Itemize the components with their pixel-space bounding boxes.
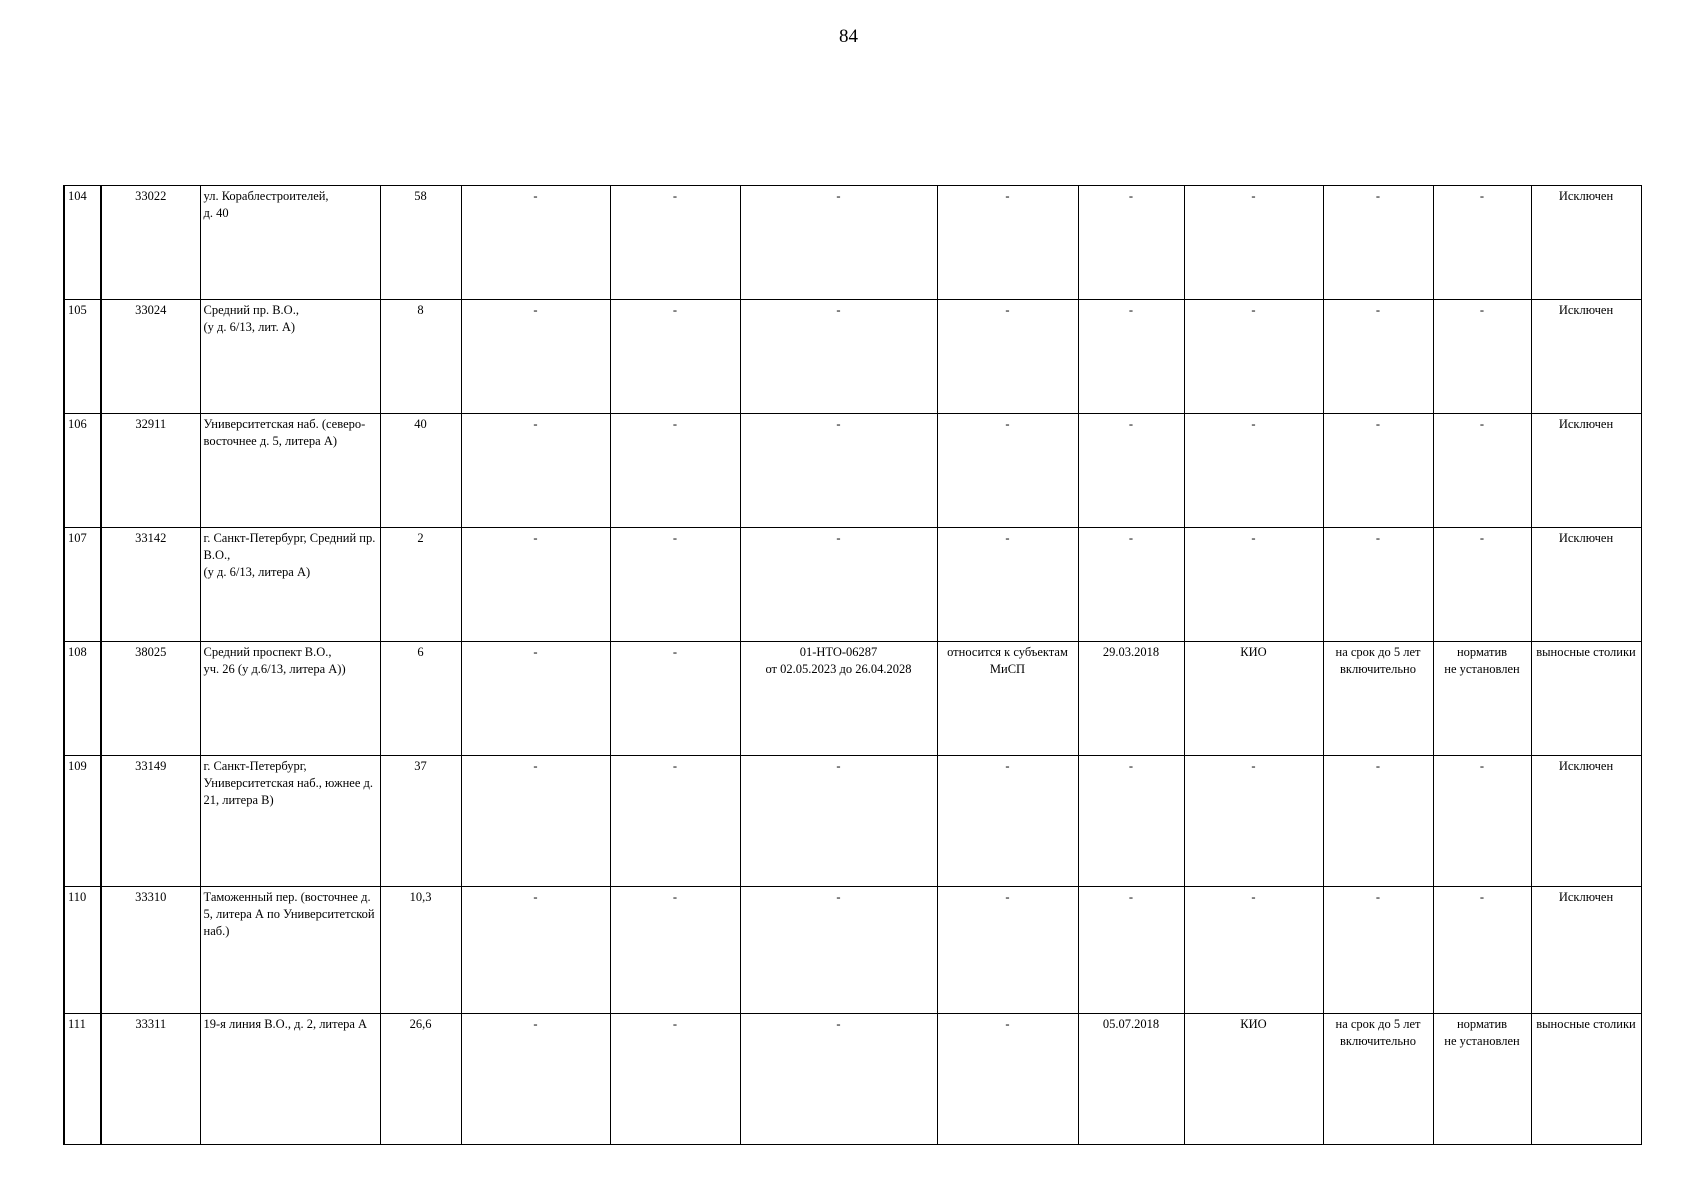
cell-date: -: [1078, 186, 1184, 300]
cell-sme-status: -: [937, 186, 1078, 300]
cell-contract: -: [740, 756, 937, 887]
cell-term: -: [1323, 186, 1433, 300]
cell-object-code: 38025: [101, 642, 200, 756]
cell-col-5: -: [461, 300, 610, 414]
cell-col-6: -: [610, 186, 740, 300]
cell-area: 2: [380, 528, 461, 642]
cell-norm: -: [1433, 414, 1531, 528]
cell-date: -: [1078, 300, 1184, 414]
table-row: [64, 414, 1641, 528]
cell-object-code: 33310: [101, 887, 200, 1014]
cell-norm: -: [1433, 756, 1531, 887]
cell-row-number: 106: [64, 414, 101, 528]
cell-contract: 01-НТО-06287 от 02.05.2023 до 26.04.2028: [740, 642, 937, 756]
cell-authority: -: [1184, 186, 1323, 300]
cell-area: 37: [380, 756, 461, 887]
cell-date: 05.07.2018: [1078, 1014, 1184, 1145]
cell-status: Исключен: [1531, 300, 1641, 414]
cell-status: выносные столики: [1531, 1014, 1641, 1145]
table-body: [64, 186, 1641, 1145]
cell-norm: -: [1433, 887, 1531, 1014]
cell-col-6: -: [610, 1014, 740, 1145]
cell-term: на срок до 5 лет включительно: [1323, 642, 1433, 756]
cell-authority: КИО: [1184, 642, 1323, 756]
cell-col-5: -: [461, 186, 610, 300]
cell-row-number: 110: [64, 887, 101, 1014]
cell-col-6: -: [610, 756, 740, 887]
cell-object-code: 33024: [101, 300, 200, 414]
cell-term: -: [1323, 528, 1433, 642]
cell-address: ул. Кораблестроителей, д. 40: [200, 186, 380, 300]
cell-col-6: -: [610, 528, 740, 642]
table-row: [64, 756, 1641, 887]
cell-row-number: 111: [64, 1014, 101, 1145]
cell-col-5: -: [461, 414, 610, 528]
cell-row-number: 109: [64, 756, 101, 887]
cell-norm: -: [1433, 300, 1531, 414]
cell-term: -: [1323, 756, 1433, 887]
cell-contract: -: [740, 300, 937, 414]
cell-area: 40: [380, 414, 461, 528]
cell-sme-status: -: [937, 756, 1078, 887]
cell-date: -: [1078, 414, 1184, 528]
cell-area: 26,6: [380, 1014, 461, 1145]
cell-row-number: 105: [64, 300, 101, 414]
cell-col-5: -: [461, 887, 610, 1014]
cell-address: 19-я линия В.О., д. 2, литера А: [200, 1014, 380, 1145]
cell-authority: -: [1184, 528, 1323, 642]
table-row: [64, 528, 1641, 642]
cell-sme-status: -: [937, 1014, 1078, 1145]
cell-address: Средний проспект В.О., уч. 26 (у д.6/13, литера А)): [200, 642, 380, 756]
cell-term: -: [1323, 300, 1433, 414]
cell-col-5: -: [461, 642, 610, 756]
cell-term: -: [1323, 887, 1433, 1014]
cell-status: Исключен: [1531, 186, 1641, 300]
cell-object-code: 33311: [101, 1014, 200, 1145]
cell-norm: -: [1433, 528, 1531, 642]
table-row: [64, 642, 1641, 756]
cell-authority: КИО: [1184, 1014, 1323, 1145]
cell-contract: -: [740, 1014, 937, 1145]
cell-contract: -: [740, 414, 937, 528]
cell-address: Средний пр. В.О., (у д. 6/13, лит. А): [200, 300, 380, 414]
page-number: 84: [839, 26, 858, 47]
cell-norm: норматив не установлен: [1433, 642, 1531, 756]
cell-status: Исключен: [1531, 756, 1641, 887]
cell-address: Таможенный пер. (восточнее д. 5, литера А по Университетской наб.): [200, 887, 380, 1014]
cell-authority: -: [1184, 414, 1323, 528]
cell-col-6: -: [610, 642, 740, 756]
cell-object-code: 32911: [101, 414, 200, 528]
cell-col-6: -: [610, 414, 740, 528]
cell-row-number: 104: [64, 186, 101, 300]
cell-status: Исключен: [1531, 528, 1641, 642]
cell-area: 58: [380, 186, 461, 300]
cell-object-code: 33022: [101, 186, 200, 300]
cell-area: 10,3: [380, 887, 461, 1014]
cell-date: -: [1078, 887, 1184, 1014]
cell-area: 6: [380, 642, 461, 756]
cell-contract: -: [740, 528, 937, 642]
cell-date: 29.03.2018: [1078, 642, 1184, 756]
cell-norm: норматив не установлен: [1433, 1014, 1531, 1145]
cell-norm: -: [1433, 186, 1531, 300]
cell-col-5: -: [461, 1014, 610, 1145]
cell-term: -: [1323, 414, 1433, 528]
cell-area: 8: [380, 300, 461, 414]
table-row: [64, 1014, 1641, 1145]
cell-row-number: 107: [64, 528, 101, 642]
cell-sme-status: -: [937, 300, 1078, 414]
table-row: [64, 186, 1641, 300]
cell-row-number: 108: [64, 642, 101, 756]
cell-authority: -: [1184, 300, 1323, 414]
cell-date: -: [1078, 756, 1184, 887]
table-row: [64, 300, 1641, 414]
cell-contract: -: [740, 186, 937, 300]
registry-table: [63, 185, 1642, 1145]
cell-authority: -: [1184, 756, 1323, 887]
cell-col-5: -: [461, 756, 610, 887]
cell-status: Исключен: [1531, 414, 1641, 528]
cell-col-6: -: [610, 300, 740, 414]
cell-term: на срок до 5 лет включительно: [1323, 1014, 1433, 1145]
cell-sme-status: относится к субъектам МиСП: [937, 642, 1078, 756]
cell-status: Исключен: [1531, 887, 1641, 1014]
cell-object-code: 33149: [101, 756, 200, 887]
cell-sme-status: -: [937, 528, 1078, 642]
cell-authority: -: [1184, 887, 1323, 1014]
cell-address: г. Санкт-Петербург, Университетская наб., южнее д. 21, литера В): [200, 756, 380, 887]
cell-sme-status: -: [937, 887, 1078, 1014]
cell-status: выносные столики: [1531, 642, 1641, 756]
cell-address: Университетская наб. (северо-восточнее д. 5, литера А): [200, 414, 380, 528]
cell-col-5: -: [461, 528, 610, 642]
cell-address: г. Санкт-Петербург, Средний пр. В.О., (у д. 6/13, литера А): [200, 528, 380, 642]
cell-sme-status: -: [937, 414, 1078, 528]
cell-col-6: -: [610, 887, 740, 1014]
table-row: [64, 887, 1641, 1014]
cell-date: -: [1078, 528, 1184, 642]
cell-contract: -: [740, 887, 937, 1014]
cell-object-code: 33142: [101, 528, 200, 642]
